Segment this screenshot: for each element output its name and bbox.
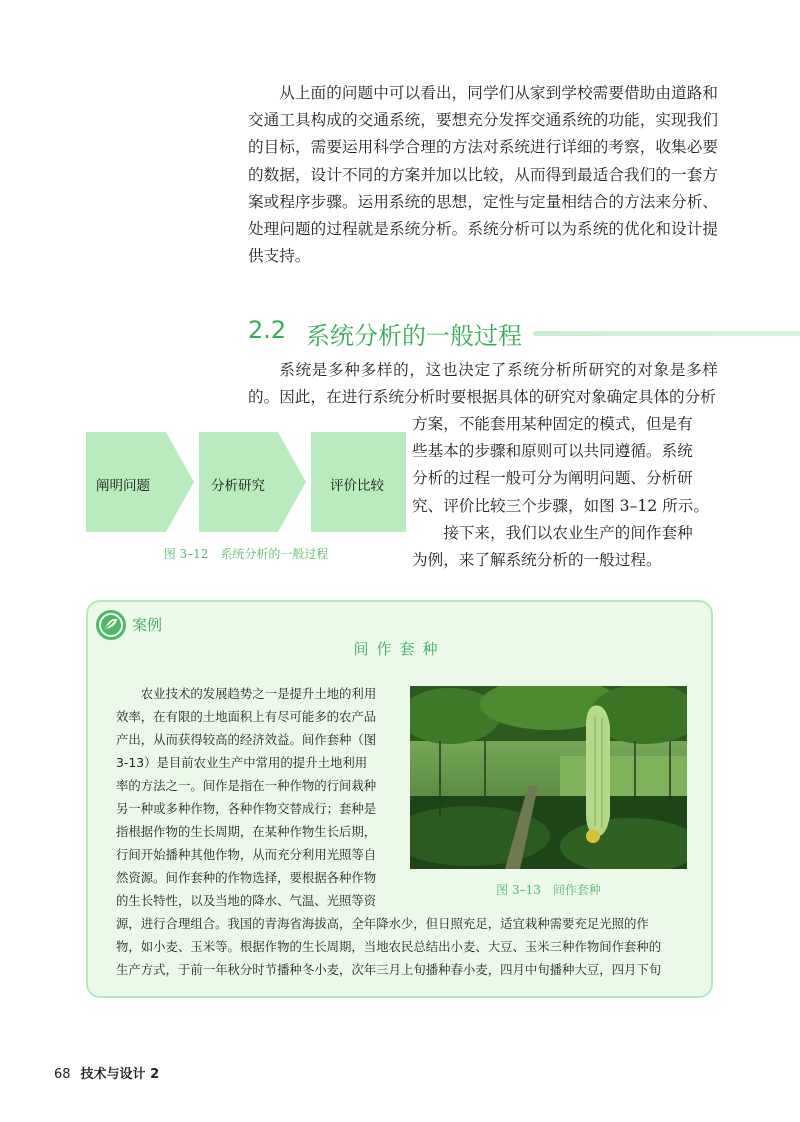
paragraph-line: 的。因此，在进行系统分析时要根据具体的研究对象确定具体的分析 [248,388,716,407]
paragraph-line: 究、评价比较三个步骤，如图 3–12 所示。 [412,496,709,515]
case-side-text [116,682,391,912]
intro-line: 集必要的数据，设计不同的方案并加以比较，从而得到最适合我们 [248,138,718,184]
intro-line: 从上面的问题中可以看出，同学们从家到学校需要借助由道路 [279,84,703,102]
photo-caption: 图 3–13 间作套种 [496,883,601,897]
case-bottom-text [116,912,696,981]
section-paragraph [248,357,718,411]
flow-step-2: 分析研究 [211,478,265,494]
paragraph-line: 接下来，我们以农业生产的间作套种 [443,523,693,542]
section-heading [248,316,718,350]
paragraph-line: 系统是多种多样的，这也决定了系统分析所研究的对象是多样 [279,361,718,379]
section-paragraph-continued [412,411,718,574]
flow-step-1: 阐明问题 [96,478,150,494]
case-line: 效率，在有限的土地面积上有尽可能多的农产品 [116,709,377,724]
intro-line: 的一套方案或程序步骤。运用系统的思想，定性与定量相结合的方 [248,165,718,211]
process-flow-diagram [86,432,406,532]
case-line: 的生长特性，以及当地的降水、气温、光照等资 [116,893,377,908]
paragraph-line: 分析的过程一般可分为阐明问题、分析研 [412,469,693,488]
book-title: 技术与设计 2 [80,1067,160,1082]
intro-line: 优化和设计提供支持。 [248,220,718,266]
intro-paragraph [248,80,718,270]
page-footer [54,1063,159,1082]
case-line: 源，进行合理组合。我国的青海省海拔高，全年降水少，但日照充足，适宜栽种需要充足光照的作 [116,916,649,931]
flow-step-3: 评价比较 [330,478,384,494]
case-line: 率的方法之一。间作是指在一种作物的行间栽种 [116,778,377,793]
case-line: 然资源。间作套种的作物选择，要根据各种作物 [116,870,377,885]
case-title: 间作套种 [353,640,446,658]
paragraph-line: 方案，不能套用某种固定的模式，但是有 [412,415,693,433]
case-label: 案例 [132,616,163,634]
intro-line: 法来分析、处理问题的过程就是系统分析。系统分析可以为系统的 [248,192,718,239]
case-line: 行间开始播种其他作物，从而充分利用光照等自 [116,847,377,862]
case-line: 另一种或多种作物，各种作物交替成行；套种是 [116,801,377,816]
case-line: 物，如小麦、玉米等。根据作物的生长周期，当地农民总结出小麦、大豆、玉米三种作物间作套种的 [116,939,662,954]
section-rule [533,331,800,336]
case-box [86,600,713,998]
case-line: 3-13）是目前农业生产中常用的提升土地利用 [116,755,368,770]
paragraph-line: 为例，来了解系统分析的一般过程。 [412,551,662,570]
page-number: 68 [54,1067,71,1082]
intro-line: 和交通工具构成的交通系统，要想充分发挥交通系统的功能，实现 [248,84,718,130]
figure-caption: 图 3–12 系统分析的一般过程 [163,547,329,561]
case-leaf-icon [96,610,126,640]
case-line: 农业技术的发展趋势之一是提升土地的利用 [140,686,377,701]
case-line: 指根据作物的生长周期，在某种作物生长后期， [116,824,377,839]
section-number: 2.2 [248,316,287,344]
paragraph-line: 些基本的步骤和原则可以共同遵循。系统 [412,442,693,461]
case-line: 生产方式，于前一年秋分时节播种冬小麦，次年三月上旬播种春小麦，四月中旬播种大豆，四月下旬 [116,962,662,977]
intercropping-photo [410,686,687,869]
section-title: 系统分析的一般过程 [306,322,522,350]
case-line: 产出，从而获得较高的经济效益。间作套种（图 [116,732,377,747]
intro-line: 我们的目标，需要运用科学合理的方法对系统进行详细的考察，收 [248,111,718,157]
